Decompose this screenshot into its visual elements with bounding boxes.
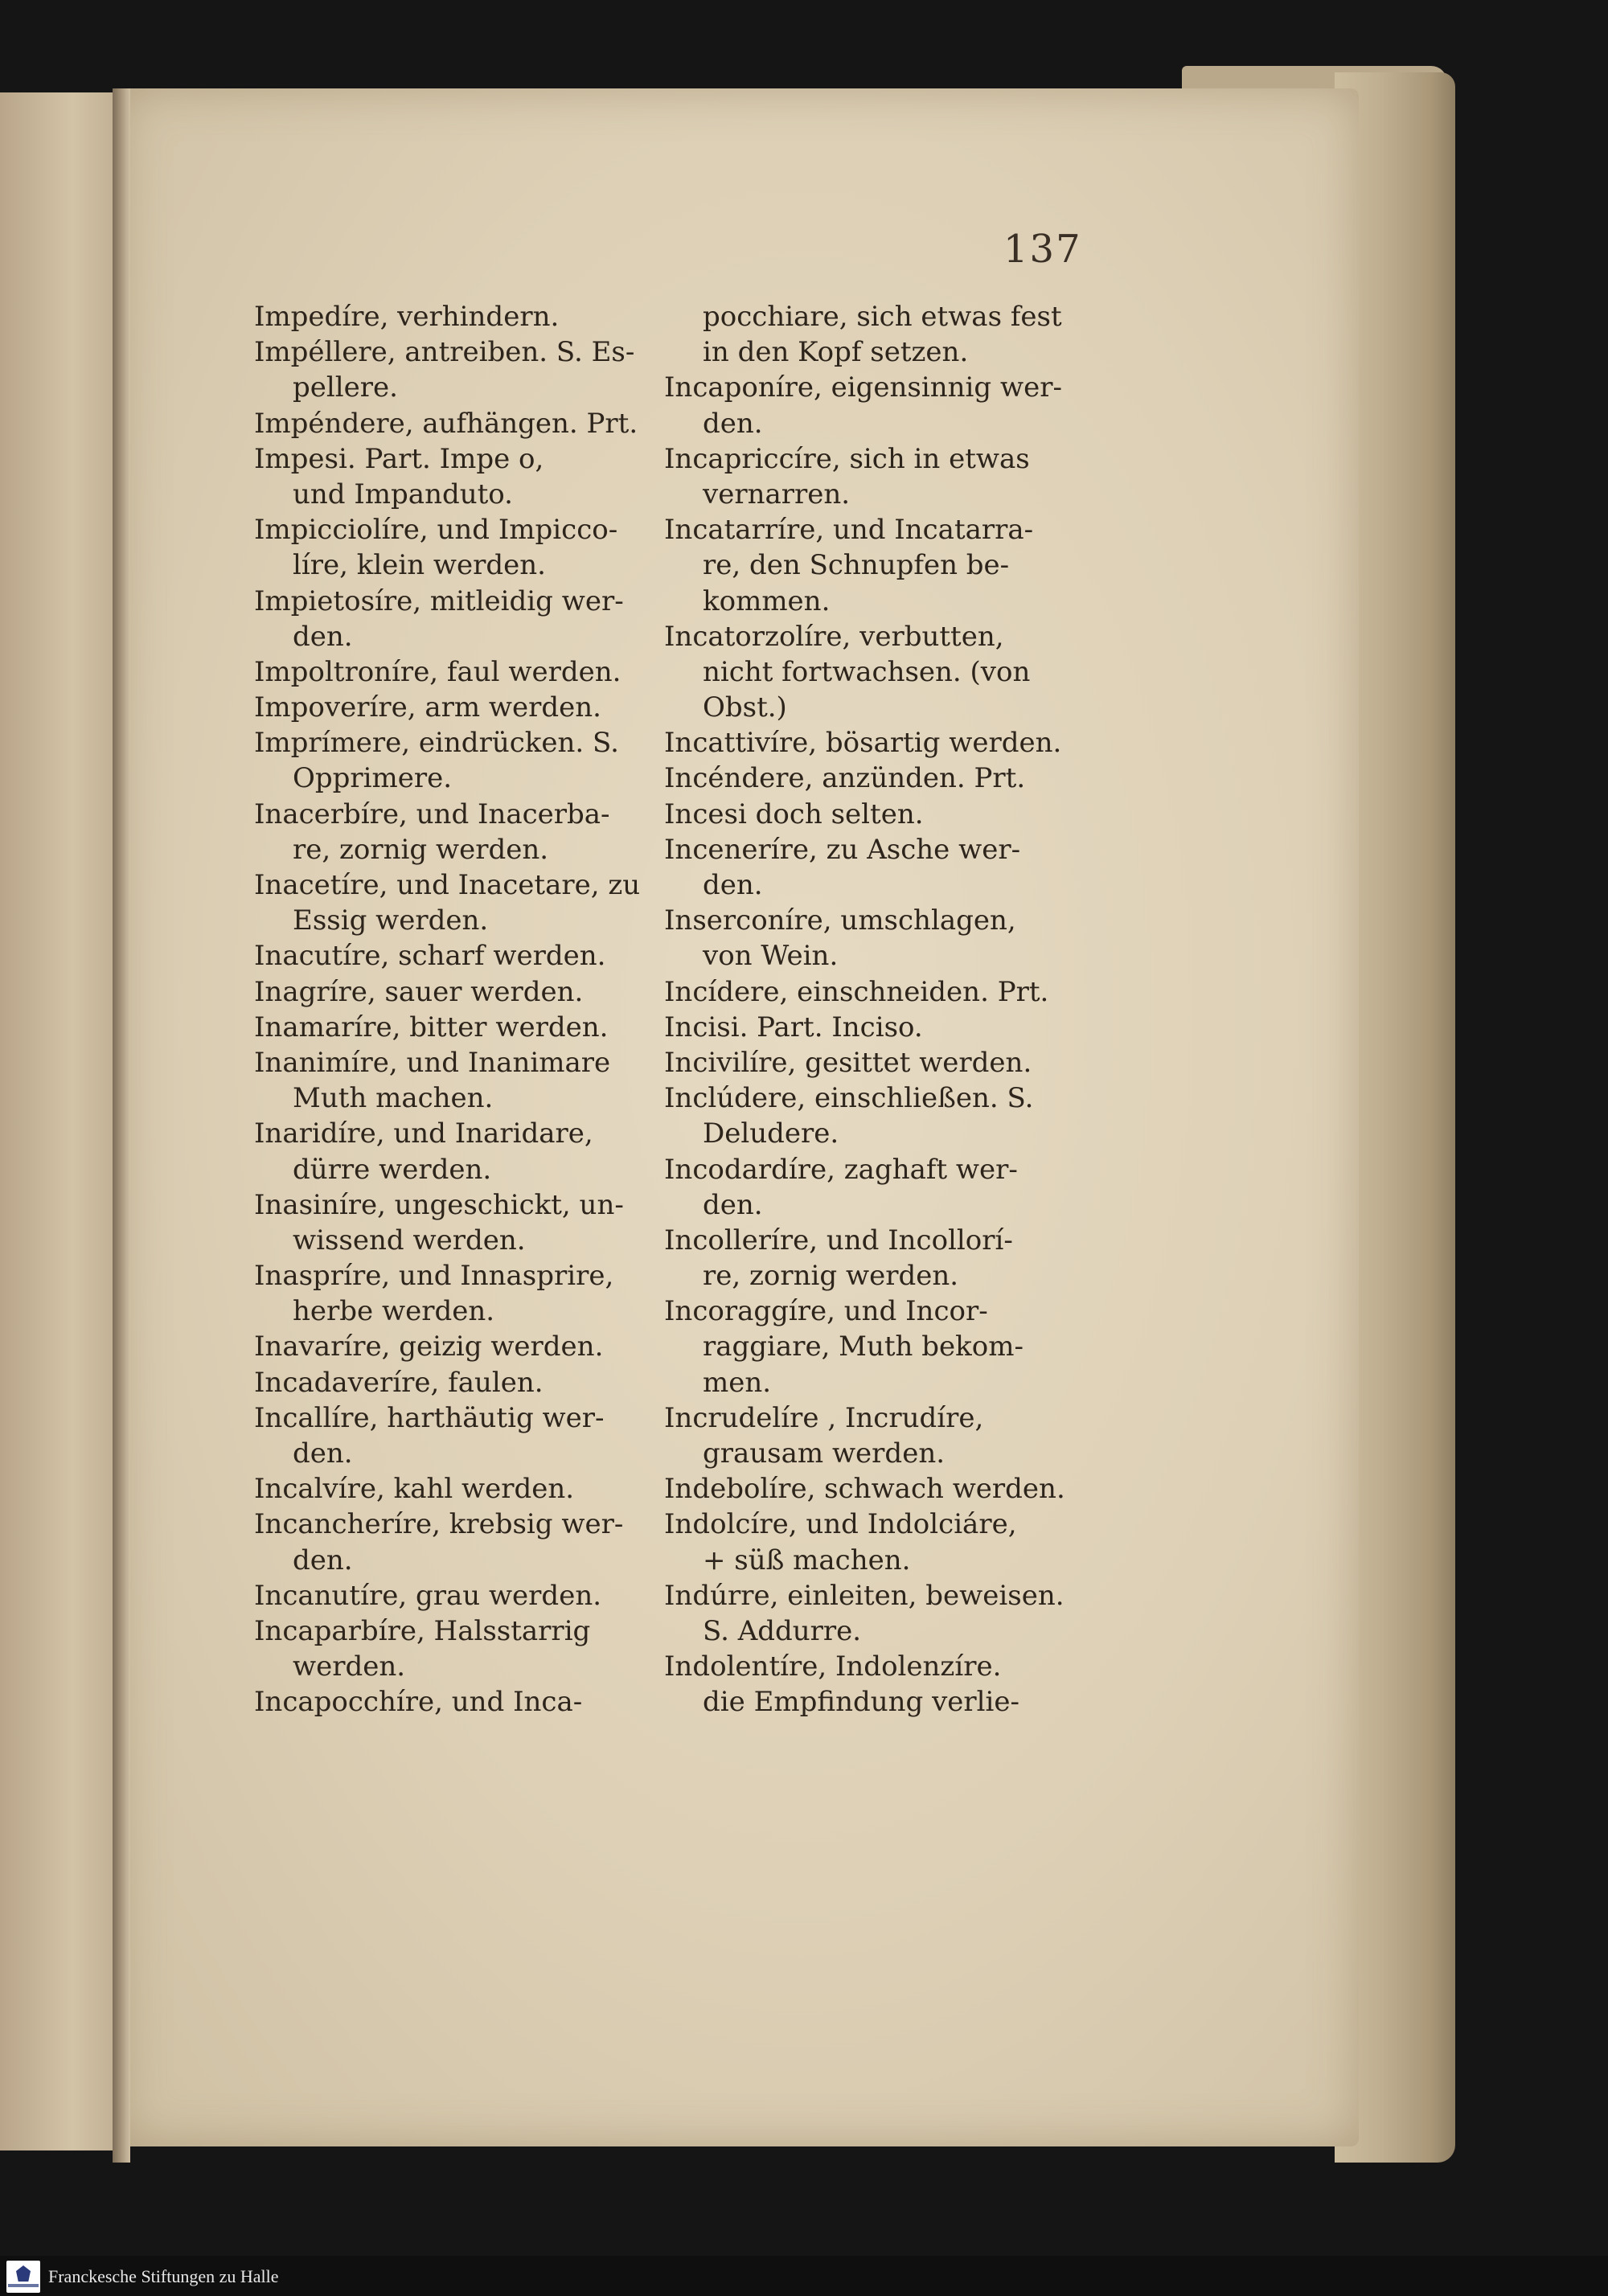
dictionary-line: Impesi. Part. Impe o,: [254, 442, 544, 475]
dictionary-line: Inaspríre, und Innasprire,: [254, 1260, 614, 1293]
dictionary-line: re, den Schnupfen be-: [703, 549, 1010, 582]
dictionary-line: den.: [293, 620, 353, 653]
dictionary-line: Incapriccíre, sich in etwas: [664, 442, 1030, 475]
dictionary-line: Inacetíre, und Inacetare, zu: [254, 869, 641, 901]
dictionary-line: Muth machen.: [293, 1082, 494, 1115]
dictionary-line: Incodardíre, zaghaft wer-: [664, 1153, 1018, 1186]
dictionary-line: die Empfindung verlie-: [703, 1686, 1020, 1719]
dictionary-line: Opprimere.: [293, 762, 453, 795]
dictionary-line: in den Kopf setzen.: [703, 336, 969, 369]
dictionary-line: Impicciolíre, und Impicco-: [254, 514, 618, 547]
dictionary-line: Incallíre, harthäutig wer-: [254, 1401, 605, 1434]
institution-name[interactable]: Franckesche Stiftungen zu Halle: [48, 2266, 279, 2286]
dictionary-line: Incoraggíre, und Incor-: [664, 1295, 988, 1328]
dictionary-line: Incapocchíre, und Inca-: [254, 1686, 583, 1719]
dictionary-line: Incancheríre, krebsig wer-: [254, 1508, 624, 1541]
dictionary-line: Incaponíre, eigensinnig wer-: [664, 371, 1062, 404]
institution-logo-icon: [6, 2261, 40, 2293]
dictionary-line: den.: [703, 869, 763, 901]
dictionary-line: Inagríre, sauer werden.: [254, 975, 584, 1008]
dictionary-line: Essig werden.: [293, 904, 489, 937]
dictionary-line: Incalvíre, kahl werden.: [254, 1473, 575, 1506]
facing-left-page: [0, 92, 121, 2150]
dictionary-line: Incattivíre, bösartig werden.: [664, 727, 1062, 760]
dictionary-line: Incatorzolíre, verbutten,: [664, 620, 1004, 653]
dictionary-line: Impedíre, verhindern.: [254, 301, 560, 333]
dictionary-line: Incivilíre, gesittet werden.: [664, 1046, 1032, 1079]
dictionary-line: Incéndere, anzünden. Prt.: [664, 762, 1026, 795]
dictionary-line: Impéllere, antreiben. S. Es-: [254, 336, 635, 369]
dictionary-line: Inacutíre, scharf werden.: [254, 940, 606, 973]
dictionary-line: pocchiare, sich etwas fest: [703, 301, 1062, 333]
dictionary-line: Incaparbíre, Halsstarrig: [254, 1614, 591, 1647]
right-text-column: [664, 299, 1082, 1720]
dictionary-line: raggiare, Muth bekom-: [703, 1330, 1023, 1363]
dictionary-line: kommen.: [703, 584, 831, 617]
dictionary-line: S. Addurre.: [703, 1614, 862, 1647]
dictionary-line: Impoveríre, arm werden.: [254, 691, 601, 724]
dictionary-line: Inacerbíre, und Inacerba-: [254, 797, 610, 830]
dictionary-line: re, zornig werden.: [703, 1260, 959, 1293]
dictionary-line: Indolentíre, Indolenzíre.: [664, 1650, 1002, 1683]
dictionary-line: Incrudelíre , Incrudíre,: [664, 1401, 984, 1434]
dictionary-line: Inasiníre, ungeschickt, un-: [254, 1188, 624, 1221]
dictionary-line: vernarren.: [703, 478, 851, 510]
left-text-column: [254, 299, 704, 1720]
dictionary-line: werden.: [293, 1650, 406, 1683]
dictionary-line: Imprímere, eindrücken. S.: [254, 727, 619, 760]
dictionary-line: Inclúdere, einschließen. S.: [664, 1082, 1034, 1115]
dictionary-line: Indebolíre, schwach werden.: [664, 1473, 1065, 1506]
dictionary-line: den.: [703, 1188, 763, 1221]
dictionary-line: nicht fortwachsen. (von: [703, 655, 1031, 688]
dictionary-line: Impoltroníre, faul werden.: [254, 655, 621, 688]
dictionary-line: den.: [293, 1544, 353, 1576]
dictionary-line: Indúrre, einleiten, beweisen.: [664, 1579, 1064, 1612]
dictionary-line: Impéndere, aufhängen. Prt.: [254, 407, 638, 440]
dictionary-line: den.: [703, 407, 763, 440]
dictionary-line: Incatarríre, und Incatarra-: [664, 514, 1034, 547]
dictionary-line: Inceneríre, zu Asche wer-: [664, 833, 1021, 866]
dictionary-line: + süß machen.: [703, 1544, 911, 1576]
dictionary-line: Inanimíre, und Inanimare: [254, 1046, 611, 1079]
dictionary-line: Incanutíre, grau werden.: [254, 1579, 602, 1612]
dictionary-line: men.: [703, 1366, 772, 1399]
dictionary-line: Impietosíre, mitleidig wer-: [254, 584, 624, 617]
dictionary-line: líre, klein werden.: [293, 549, 546, 582]
dictionary-line: und Impanduto.: [293, 478, 513, 510]
footer-bar: [0, 2256, 1608, 2296]
book-gutter: [113, 88, 130, 2163]
dictionary-line: Obst.): [703, 691, 787, 724]
dictionary-line: Incolleríre, und Incollorí-: [664, 1224, 1013, 1257]
dictionary-line: Inamaríre, bitter werden.: [254, 1011, 609, 1043]
dictionary-line: Deludere.: [703, 1117, 839, 1150]
dictionary-line: Incesi doch selten.: [664, 797, 924, 830]
dictionary-line: dürre werden.: [293, 1153, 492, 1186]
dictionary-line: Inaridíre, und Inaridare,: [254, 1117, 593, 1150]
dictionary-line: Inserconíre, umschlagen,: [664, 904, 1016, 937]
dictionary-line: grausam werden.: [703, 1437, 946, 1470]
dictionary-line: Incisi. Part. Inciso.: [664, 1011, 923, 1043]
dictionary-line: Incadaveríre, faulen.: [254, 1366, 544, 1399]
dictionary-line: re, zornig werden.: [293, 833, 549, 866]
dictionary-line: herbe werden.: [293, 1295, 495, 1328]
dictionary-line: den.: [293, 1437, 353, 1470]
dictionary-line: wissend werden.: [293, 1224, 526, 1257]
dictionary-line: Incídere, einschneiden. Prt.: [664, 975, 1049, 1008]
dictionary-line: Inavaríre, geizig werden.: [254, 1330, 604, 1363]
dictionary-line: Indolcíre, und Indolciáre,: [664, 1508, 1017, 1541]
dictionary-line: von Wein.: [703, 940, 839, 973]
dictionary-line: pellere.: [293, 371, 398, 404]
page-number: 137: [1003, 227, 1082, 272]
